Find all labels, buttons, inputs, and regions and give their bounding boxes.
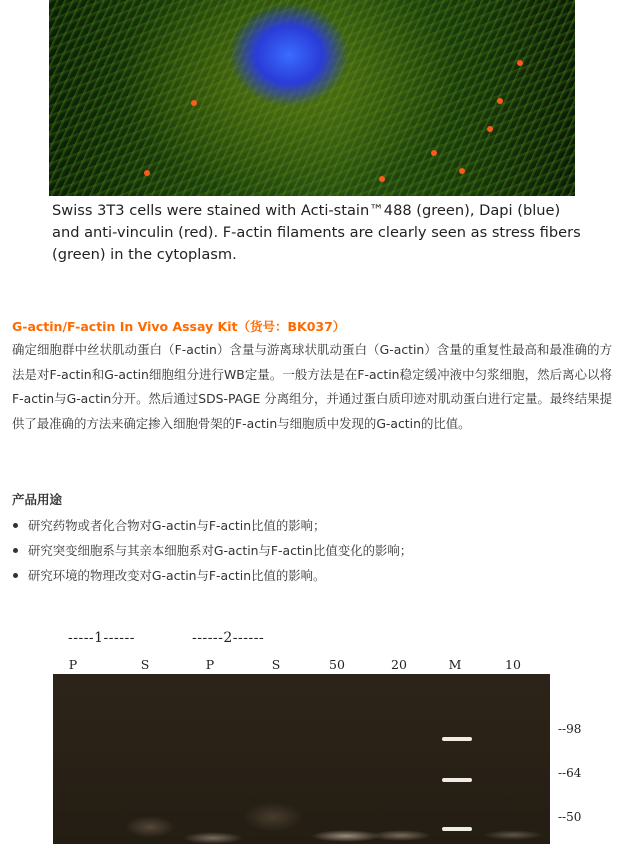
figure-caption: Swiss 3T3 cells were stained with Acti-stain™488 (green), Dapi (blue) and anti-vinculin (red). F-actin filaments are clearly seen as stress fibers (green) in the cytoplasm. xyxy=(52,202,581,263)
group-label-2: ------2------ xyxy=(192,630,265,646)
lane-label: 20 xyxy=(391,657,407,672)
marker-band-50 xyxy=(442,827,472,831)
vinculin-spot xyxy=(379,176,385,182)
lane-label: S xyxy=(140,657,150,672)
marker-band-98 xyxy=(442,737,472,741)
lane-label: M xyxy=(448,657,462,672)
list-item xyxy=(12,538,412,563)
mw-label-64: --64 xyxy=(558,766,582,780)
product-title: G-actin/F-actin In Vivo Assay Kit（货号：BK037） xyxy=(12,319,346,334)
vinculin-spot xyxy=(191,100,197,106)
lane-label: S xyxy=(271,657,281,672)
vinculin-spot xyxy=(517,60,523,66)
gel-band xyxy=(483,830,543,840)
bullet-icon xyxy=(13,548,18,553)
uses-heading: 产品用途 xyxy=(12,492,63,507)
lane-label: 50 xyxy=(329,657,345,672)
list-item xyxy=(12,563,412,588)
vinculin-spot xyxy=(431,150,437,156)
lane-label: 10 xyxy=(505,657,521,672)
western-blot-figure xyxy=(0,620,622,844)
cell-fluorescence-image xyxy=(49,0,575,196)
group-label-1: -----1------ xyxy=(68,630,135,646)
uses-list xyxy=(12,513,412,588)
gel-band xyxy=(371,830,431,841)
use-text: 研究药物或者化合物对G-actin与F-actin比值的影响； xyxy=(28,518,326,533)
vinculin-spot xyxy=(459,168,465,174)
mw-label-50: --50 xyxy=(558,810,582,824)
gel-band xyxy=(125,816,175,838)
marker-band-64 xyxy=(442,778,472,782)
mw-label-98: --98 xyxy=(558,722,582,736)
lane-label: P xyxy=(68,657,78,672)
vinculin-spot xyxy=(487,126,493,132)
list-item xyxy=(12,513,412,538)
gel-band xyxy=(243,802,303,832)
gel-image xyxy=(53,674,550,844)
vinculin-spot xyxy=(497,98,503,104)
use-text: 研究突变细胞系与其亲本细胞系对G-actin与F-actin比值变化的影响； xyxy=(28,543,413,558)
vinculin-spot xyxy=(144,170,150,176)
use-text: 研究环境的物理改变对G-actin与F-actin比值的影响。 xyxy=(28,568,326,583)
gel-band xyxy=(183,832,243,844)
product-description: 确定细胞群中丝状肌动蛋白（F-actin）含量与游离球状肌动蛋白（G-actin）含量的重复性最高和最准确的方法是对F-actin和G-actin细胞组分进行WB定量。一般方法是在F-actin稳定缓冲液中匀浆细胞，然后离心以将F-actin与G-actin分开。然后通过SDS-PAGE 分离组分，并通过蛋白质印迹对肌动蛋白进行定量。最终结果提供了最准确的方法来确定掺入细胞骨架的F-actin与细胞质中发现的G-actin的比值。 xyxy=(12,342,612,431)
bullet-icon xyxy=(13,573,18,578)
bullet-icon xyxy=(13,523,18,528)
lane-label: P xyxy=(205,657,215,672)
